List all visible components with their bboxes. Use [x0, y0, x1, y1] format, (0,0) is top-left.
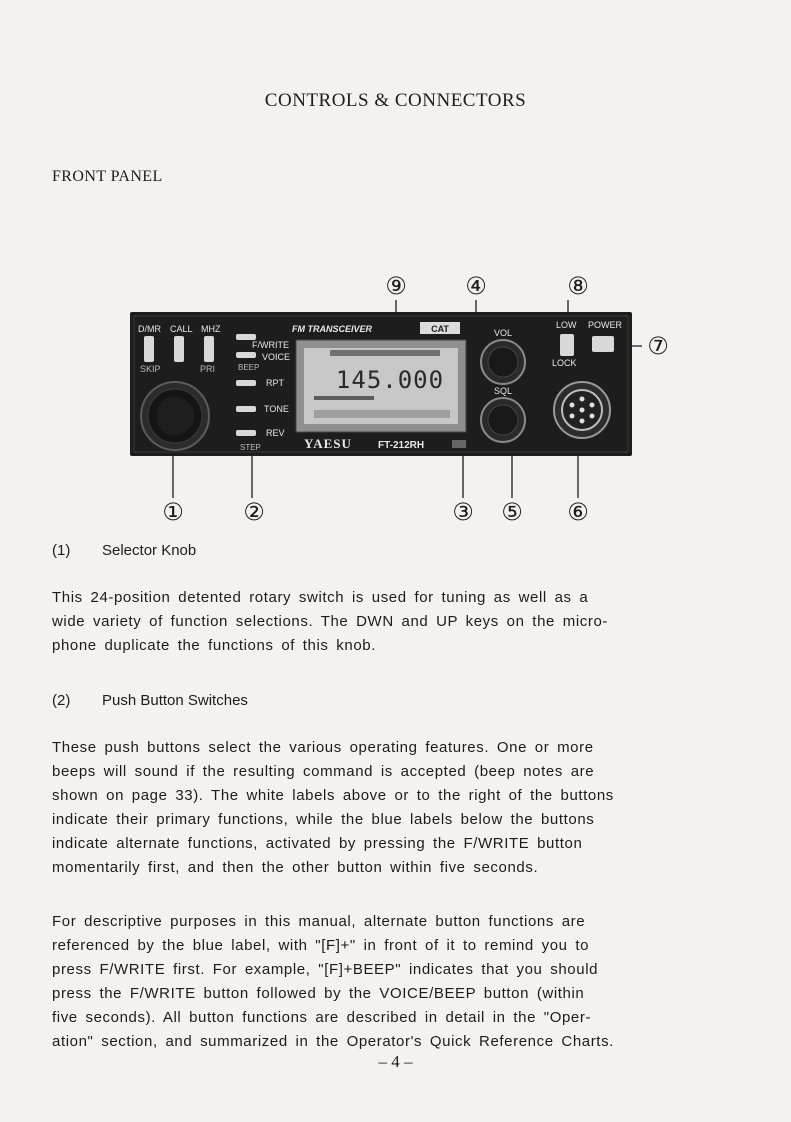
item-2-heading [52, 692, 248, 709]
voice-button[interactable] [236, 352, 256, 358]
text-line: For descriptive purposes in this manual, alternate button functions are [52, 913, 586, 930]
dmr-label: D/MR [138, 324, 161, 334]
text-line: referenced by the blue label, with "[F]+" in front of it to remind you to [52, 937, 590, 954]
fwrite-label: F/WRITE [252, 340, 289, 350]
item-2-paragraph-1 [52, 736, 748, 880]
step-label: STEP [240, 443, 261, 452]
callout-7: ⑦ [647, 332, 669, 360]
tone-label: TONE [264, 404, 289, 414]
section-title: FRONT PANEL [52, 168, 163, 185]
callout-5: ⑤ [501, 498, 523, 526]
lock-label: LOCK [552, 358, 577, 368]
text-line: press the F/WRITE button followed by the VOICE/BEEP button (within [52, 985, 585, 1002]
text-line: shown on page 33). The white labels above or to the right of the buttons [52, 787, 614, 804]
voice-label: VOICE [262, 352, 291, 362]
callout-1: ① [162, 498, 184, 526]
vol-label: VOL [493, 328, 513, 338]
text-line: phone duplicate the functions of this knob. [52, 637, 376, 654]
frequency-display: 145.000 [335, 366, 445, 394]
mhz-button[interactable] [204, 336, 214, 362]
vol-knob[interactable] [481, 340, 525, 384]
text-line: momentarily first, and then the other button within five seconds. [52, 859, 539, 876]
page-title: CONTROLS & CONNECTORS [264, 90, 527, 111]
page-number: – 4 – [378, 1052, 413, 1071]
power-switch[interactable] [592, 336, 614, 352]
beep-label: BEEP [238, 363, 260, 372]
text-line: These push buttons select the various operating features. One or more [52, 739, 594, 756]
item-1-title: Selector Knob [102, 542, 197, 559]
callout-9: ⑨ [385, 272, 407, 300]
item-2-title: Push Button Switches [102, 692, 248, 709]
sql-label: SQL [493, 386, 513, 396]
text-line: This 24-position detented rotary switch is used for tuning as well as a [52, 589, 589, 606]
front-panel-illustration [0, 270, 791, 540]
callout-3: ③ [452, 498, 474, 526]
text-line: beeps will sound if the resulting command is accepted (beep notes are [52, 763, 595, 780]
text-line: wide variety of function selections. The DWN and UP keys on the micro- [52, 613, 608, 630]
rpt-button[interactable] [236, 380, 256, 386]
item-2-paragraph-2 [52, 910, 748, 1054]
text-line: ation" section, and summarized in the Operator's Quick Reference Charts. [52, 1033, 614, 1050]
call-button[interactable] [174, 336, 184, 362]
item-1-number: (1) [52, 542, 71, 559]
low-label: LOW [556, 320, 577, 330]
cat-label: CAT [431, 324, 449, 334]
model-label: FT-212RH [378, 440, 425, 451]
power-label: POWER [588, 320, 623, 330]
callout-4: ④ [465, 272, 487, 300]
pri-label: PRI [200, 364, 216, 374]
callout-2: ② [243, 498, 265, 526]
fm-transceiver-label: FM TRANSCEIVER [292, 324, 373, 334]
rev-label: REV [266, 428, 285, 438]
text-line: press F/WRITE first. For example, "[F]+BEEP" indicates that you should [52, 961, 599, 978]
fwrite-button[interactable] [236, 334, 256, 340]
callout-8: ⑧ [567, 272, 589, 300]
brand-label: YAESU [304, 436, 352, 451]
rpt-label: RPT [266, 378, 284, 388]
item-1-heading [52, 542, 196, 559]
dmr-button[interactable] [144, 336, 154, 362]
mhz-label: MHZ [201, 324, 221, 334]
selector-knob[interactable] [141, 382, 209, 450]
callout-6: ⑥ [567, 498, 589, 526]
item-1-paragraph [52, 586, 748, 658]
sql-knob[interactable] [481, 398, 525, 442]
skip-label: SKIP [140, 364, 161, 374]
tone-button[interactable] [236, 406, 256, 412]
call-label: CALL [170, 324, 193, 334]
front-panel-figure [0, 270, 791, 540]
low-button[interactable] [560, 334, 574, 356]
text-line: five seconds). All button functions are described in detail in the "Oper- [52, 1009, 592, 1026]
text-line: indicate their primary functions, while the blue labels below the buttons [52, 811, 595, 828]
rev-button[interactable] [236, 430, 256, 436]
text-line: indicate alternate functions, activated by pressing the F/WRITE button [52, 835, 583, 852]
microphone-connector [554, 382, 610, 438]
item-2-number: (2) [52, 692, 71, 709]
